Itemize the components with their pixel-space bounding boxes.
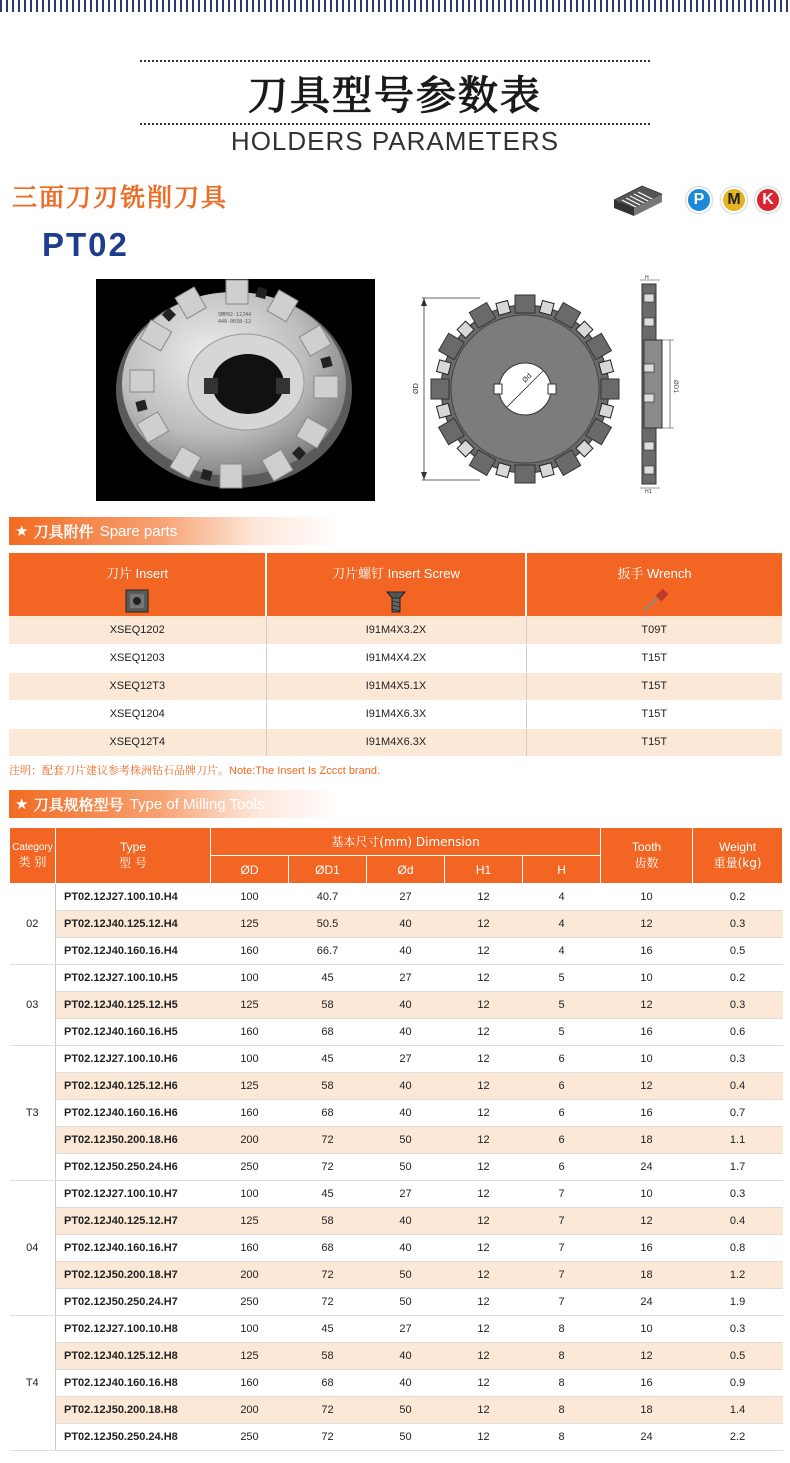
od-cell: 100 — [211, 1046, 289, 1073]
material-badge-p: P — [686, 187, 712, 213]
d-cell: 27 — [367, 1046, 445, 1073]
h1-cell: 12 — [445, 1397, 523, 1424]
h-cell: 5 — [523, 1019, 601, 1046]
od-cell: 160 — [211, 1100, 289, 1127]
h-cell: 8 — [523, 1316, 601, 1343]
technical-drawing-front — [410, 284, 635, 494]
od-cell: 250 — [211, 1154, 289, 1181]
h1-cell: 12 — [445, 1019, 523, 1046]
tooth-cell: 24 — [601, 1289, 693, 1316]
d-cell: 40 — [367, 1370, 445, 1397]
wrench-model-cell: T15T — [526, 672, 782, 700]
spare-parts-header-row — [9, 553, 782, 616]
d-cell: 50 — [367, 1262, 445, 1289]
wrench-model-cell: T15T — [526, 700, 782, 728]
tooth-cell: 16 — [601, 1019, 693, 1046]
weight-cell: 0.3 — [693, 1046, 783, 1073]
tool-row — [10, 1289, 783, 1316]
tool-row — [10, 1127, 783, 1154]
tooth-cell: 24 — [601, 1424, 693, 1451]
model-cell: PT02.12J40.160.16.H4 — [56, 938, 211, 965]
tool-row — [10, 1343, 783, 1370]
title-divider-top — [140, 60, 650, 62]
spare-parts-heading: ★ 刀具附件 Spare parts — [9, 517, 339, 545]
tooth-cell: 10 — [601, 1046, 693, 1073]
tool-row — [10, 1019, 783, 1046]
screw-model-cell: I91M4X6.3X — [266, 700, 526, 728]
tool-row — [10, 992, 783, 1019]
weight-cell: 1.1 — [693, 1127, 783, 1154]
model-cell: PT02.12J27.100.10.H6 — [56, 1046, 211, 1073]
tooth-cell: 18 — [601, 1262, 693, 1289]
h-cell: 6 — [523, 1046, 601, 1073]
weight-cell: 1.7 — [693, 1154, 783, 1181]
model-cell: PT02.12J40.160.16.H5 — [56, 1019, 211, 1046]
od1-cell: 72 — [289, 1154, 367, 1181]
h1-cell: 12 — [445, 1046, 523, 1073]
h-cell: 6 — [523, 1154, 601, 1181]
h-cell: 5 — [523, 992, 601, 1019]
screw-icon — [383, 588, 409, 614]
types-header-row-1 — [10, 828, 783, 856]
tooth-cell: 16 — [601, 1100, 693, 1127]
od1-cell: 58 — [289, 1208, 367, 1235]
d-cell: 40 — [367, 1100, 445, 1127]
model-cell: PT02.12J50.250.24.H6 — [56, 1154, 211, 1181]
spare-parts-table — [9, 553, 782, 757]
d-cell: 40 — [367, 1208, 445, 1235]
od1-cell: 45 — [289, 1046, 367, 1073]
category-cell: T4 — [10, 1316, 56, 1451]
spare-col-wrench: 扳手 Wrench — [526, 553, 782, 616]
tooth-cell: 10 — [601, 1316, 693, 1343]
star-icon: ★ — [15, 795, 34, 813]
h1-cell: 12 — [445, 1154, 523, 1181]
h-cell: 7 — [523, 1289, 601, 1316]
weight-cell: 0.2 — [693, 884, 783, 911]
weight-cell: 0.3 — [693, 911, 783, 938]
od-cell: 100 — [211, 884, 289, 911]
h-cell: 6 — [523, 1127, 601, 1154]
h-cell: 4 — [523, 884, 601, 911]
od1-cell: 50.5 — [289, 911, 367, 938]
weight-cell: 0.7 — [693, 1100, 783, 1127]
tooth-cell: 18 — [601, 1127, 693, 1154]
od-cell: 125 — [211, 992, 289, 1019]
h1-cell: 12 — [445, 992, 523, 1019]
h1-cell: 12 — [445, 1343, 523, 1370]
header-dim-od1: ØD1 — [289, 856, 367, 884]
tool-row — [10, 1073, 783, 1100]
tooth-cell: 12 — [601, 911, 693, 938]
tool-row — [10, 1397, 783, 1424]
tooth-cell: 12 — [601, 1208, 693, 1235]
weight-cell: 0.4 — [693, 1073, 783, 1100]
tooth-cell: 16 — [601, 1235, 693, 1262]
h-cell: 5 — [523, 965, 601, 992]
h1-cell: 12 — [445, 1316, 523, 1343]
od-cell: 200 — [211, 1262, 289, 1289]
d-cell: 50 — [367, 1289, 445, 1316]
od1-cell: 58 — [289, 1073, 367, 1100]
wrench-icon — [640, 588, 670, 614]
tooth-cell: 12 — [601, 1073, 693, 1100]
h1-cell: 12 — [445, 1127, 523, 1154]
d-cell: 27 — [367, 1316, 445, 1343]
h1-cell: 12 — [445, 1262, 523, 1289]
top-decoration — [0, 0, 790, 12]
od1-cell: 45 — [289, 1316, 367, 1343]
drawing-label-h-top: H — [645, 275, 649, 281]
insert-model-cell: XSEQ1204 — [9, 700, 266, 728]
model-cell: PT02.12J40.125.12.H7 — [56, 1208, 211, 1235]
d-cell: 40 — [367, 1073, 445, 1100]
d-cell: 27 — [367, 965, 445, 992]
star-icon: ★ — [15, 522, 34, 540]
tool-row — [10, 884, 783, 911]
h-cell: 4 — [523, 911, 601, 938]
weight-cell: 0.5 — [693, 1343, 783, 1370]
screw-model-cell: I91M4X6.3X — [266, 728, 526, 756]
od-cell: 250 — [211, 1289, 289, 1316]
od1-cell: 45 — [289, 965, 367, 992]
od-cell: 125 — [211, 1073, 289, 1100]
tool-row — [10, 1370, 783, 1397]
weight-cell: 0.3 — [693, 1316, 783, 1343]
wrench-model-cell: T15T — [526, 728, 782, 756]
h-cell: 8 — [523, 1343, 601, 1370]
od1-cell: 45 — [289, 1181, 367, 1208]
weight-cell: 0.3 — [693, 992, 783, 1019]
d-cell: 50 — [367, 1154, 445, 1181]
h1-cell: 12 — [445, 1424, 523, 1451]
od-cell: 100 — [211, 1316, 289, 1343]
tool-row — [10, 1424, 783, 1451]
material-badge-m: M — [721, 187, 747, 213]
h-cell: 6 — [523, 1100, 601, 1127]
tooth-cell: 24 — [601, 1154, 693, 1181]
category-cell: 03 — [10, 965, 56, 1046]
tooth-cell: 16 — [601, 938, 693, 965]
model-cell: PT02.12J40.125.12.H5 — [56, 992, 211, 1019]
photo-engraving-2: 440-0038-12 — [218, 319, 252, 325]
insert-model-cell: XSEQ12T3 — [9, 672, 266, 700]
model-cell: PT02.12J27.100.10.H5 — [56, 965, 211, 992]
h1-cell: 12 — [445, 965, 523, 992]
model-cell: PT02.12J27.100.10.H7 — [56, 1181, 211, 1208]
model-cell: PT02.12J50.250.24.H7 — [56, 1289, 211, 1316]
d-cell: 40 — [367, 1343, 445, 1370]
od1-cell: 68 — [289, 1019, 367, 1046]
od-cell: 100 — [211, 965, 289, 992]
drawing-label-inner-d: Ød — [520, 371, 534, 385]
milling-tools-table — [9, 827, 783, 1451]
page-title: 刀具型号参数表 — [248, 73, 542, 119]
d-cell: 27 — [367, 884, 445, 911]
product-model: PT02 — [42, 226, 129, 263]
insert-model-cell: XSEQ12T4 — [9, 728, 266, 756]
tool-row — [10, 1316, 783, 1343]
spare-col-screw: 刀片螺钉 Insert Screw — [266, 553, 526, 616]
weight-cell: 0.3 — [693, 1181, 783, 1208]
h1-cell: 12 — [445, 1073, 523, 1100]
h-cell: 6 — [523, 1073, 601, 1100]
tooth-cell: 12 — [601, 1343, 693, 1370]
od-cell: 160 — [211, 938, 289, 965]
model-cell: PT02.12J40.160.16.H8 — [56, 1370, 211, 1397]
weight-cell: 0.8 — [693, 1235, 783, 1262]
model-cell: PT02.12J27.100.10.H8 — [56, 1316, 211, 1343]
od1-cell: 72 — [289, 1127, 367, 1154]
header-weight: Weight 重量(kg) — [693, 828, 783, 884]
header-dimension: 基本尺寸(mm) Dimension — [211, 828, 601, 856]
od-cell: 250 — [211, 1424, 289, 1451]
header-dim-h1: H1 — [445, 856, 523, 884]
od1-cell: 72 — [289, 1424, 367, 1451]
h-cell: 8 — [523, 1370, 601, 1397]
category-cell: T3 — [10, 1046, 56, 1181]
tooth-cell: 10 — [601, 965, 693, 992]
d-cell: 40 — [367, 911, 445, 938]
h1-cell: 12 — [445, 911, 523, 938]
product-category: 三面刀刃铣削刀具 — [12, 183, 229, 212]
screw-model-cell: I91M4X5.1X — [266, 672, 526, 700]
model-cell: PT02.12J40.125.12.H4 — [56, 911, 211, 938]
model-cell: PT02.12J40.160.16.H7 — [56, 1235, 211, 1262]
wrench-model-cell: T09T — [526, 616, 782, 644]
header-dim-od: ØD — [211, 856, 289, 884]
weight-cell: 0.4 — [693, 1208, 783, 1235]
h1-cell: 12 — [445, 884, 523, 911]
header-dim-d: Ød — [367, 856, 445, 884]
h-cell: 7 — [523, 1235, 601, 1262]
tool-row — [10, 938, 783, 965]
tooth-cell: 12 — [601, 992, 693, 1019]
tool-row — [10, 1046, 783, 1073]
od1-cell: 68 — [289, 1235, 367, 1262]
d-cell: 27 — [367, 1181, 445, 1208]
od1-cell: 68 — [289, 1370, 367, 1397]
photo-engraving-1: SMP02-12J44 — [218, 312, 252, 318]
weight-cell: 0.5 — [693, 938, 783, 965]
weight-cell: 1.9 — [693, 1289, 783, 1316]
h1-cell: 12 — [445, 1208, 523, 1235]
tool-row — [10, 911, 783, 938]
header-type: Type 型 号 — [56, 828, 211, 884]
od1-cell: 40.7 — [289, 884, 367, 911]
d-cell: 40 — [367, 1235, 445, 1262]
model-cell: PT02.12J40.125.12.H8 — [56, 1343, 211, 1370]
spare-parts-row — [9, 644, 782, 672]
od-cell: 125 — [211, 1343, 289, 1370]
tooth-cell: 10 — [601, 884, 693, 911]
tool-row — [10, 1262, 783, 1289]
tool-row — [10, 1181, 783, 1208]
spare-col-insert: 刀片 Insert — [9, 553, 266, 616]
od1-cell: 58 — [289, 992, 367, 1019]
od-cell: 125 — [211, 911, 289, 938]
d-cell: 50 — [367, 1127, 445, 1154]
h1-cell: 12 — [445, 1289, 523, 1316]
od-cell: 125 — [211, 1208, 289, 1235]
d-cell: 40 — [367, 938, 445, 965]
od1-cell: 58 — [289, 1343, 367, 1370]
drawing-label-outer-d: ØD — [412, 383, 420, 394]
d-cell: 50 — [367, 1397, 445, 1424]
d-cell: 50 — [367, 1424, 445, 1451]
tooth-cell: 18 — [601, 1397, 693, 1424]
od-cell: 160 — [211, 1235, 289, 1262]
spare-parts-row — [9, 728, 782, 756]
od1-cell: 72 — [289, 1397, 367, 1424]
product-photo — [96, 279, 375, 501]
model-cell: PT02.12J50.200.18.H8 — [56, 1397, 211, 1424]
technical-drawing-side — [630, 274, 700, 494]
model-cell: PT02.12J50.200.18.H7 — [56, 1262, 211, 1289]
d-cell: 40 — [367, 992, 445, 1019]
od1-cell: 72 — [289, 1262, 367, 1289]
h-cell: 7 — [523, 1262, 601, 1289]
drawing-label-h1: H1 — [645, 489, 652, 494]
h1-cell: 12 — [445, 1181, 523, 1208]
category-cell: 04 — [10, 1181, 56, 1316]
h-cell: 8 — [523, 1397, 601, 1424]
od-cell: 200 — [211, 1127, 289, 1154]
page-subtitle: HOLDERS PARAMETERS — [230, 126, 560, 156]
h-cell: 7 — [523, 1181, 601, 1208]
title-divider-bottom — [140, 123, 650, 125]
header-tooth: Tooth 齿数 — [601, 828, 693, 884]
tool-row — [10, 1235, 783, 1262]
spare-parts-row — [9, 700, 782, 728]
material-badge-k: K — [755, 187, 781, 213]
workpiece-stack-icon — [612, 180, 664, 218]
model-cell: PT02.12J50.250.24.H8 — [56, 1424, 211, 1451]
header-category: Category 类 别 — [10, 828, 56, 884]
header-dim-h: H — [523, 856, 601, 884]
tool-row — [10, 1100, 783, 1127]
h-cell: 4 — [523, 938, 601, 965]
model-cell: PT02.12J40.125.12.H6 — [56, 1073, 211, 1100]
h1-cell: 12 — [445, 938, 523, 965]
spare-parts-row — [9, 672, 782, 700]
od-cell: 160 — [211, 1019, 289, 1046]
screw-model-cell: I91M4X3.2X — [266, 616, 526, 644]
d-cell: 40 — [367, 1019, 445, 1046]
category-cell: 02 — [10, 884, 56, 965]
weight-cell: 2.2 — [693, 1424, 783, 1451]
h-cell: 8 — [523, 1424, 601, 1451]
screw-model-cell: I91M4X4.2X — [266, 644, 526, 672]
od1-cell: 68 — [289, 1100, 367, 1127]
weight-cell: 1.4 — [693, 1397, 783, 1424]
weight-cell: 0.2 — [693, 965, 783, 992]
insert-note: 注明：配套刀片建议参考株洲钻石品牌刀片。Note:The Insert Is Zccct brand. — [9, 764, 381, 777]
tool-row — [10, 965, 783, 992]
insert-icon — [124, 588, 150, 614]
h1-cell: 12 — [445, 1370, 523, 1397]
wrench-model-cell: T15T — [526, 644, 782, 672]
spare-parts-row — [9, 616, 782, 644]
weight-cell: 0.9 — [693, 1370, 783, 1397]
drawing-label-d1: ØD1 — [672, 380, 679, 394]
model-cell: PT02.12J27.100.10.H4 — [56, 884, 211, 911]
h-cell: 7 — [523, 1208, 601, 1235]
weight-cell: 0.6 — [693, 1019, 783, 1046]
tool-row — [10, 1154, 783, 1181]
model-cell: PT02.12J50.200.18.H6 — [56, 1127, 211, 1154]
insert-model-cell: XSEQ1203 — [9, 644, 266, 672]
tool-row — [10, 1208, 783, 1235]
od-cell: 160 — [211, 1370, 289, 1397]
h1-cell: 12 — [445, 1235, 523, 1262]
insert-model-cell: XSEQ1202 — [9, 616, 266, 644]
h1-cell: 12 — [445, 1100, 523, 1127]
od-cell: 100 — [211, 1181, 289, 1208]
tooth-cell: 10 — [601, 1181, 693, 1208]
od-cell: 200 — [211, 1397, 289, 1424]
od1-cell: 66.7 — [289, 938, 367, 965]
od1-cell: 72 — [289, 1289, 367, 1316]
milling-tools-heading: ★ 刀具规格型号 Type of Milling Tools — [9, 790, 339, 818]
tooth-cell: 16 — [601, 1370, 693, 1397]
model-cell: PT02.12J40.160.16.H6 — [56, 1100, 211, 1127]
weight-cell: 1.2 — [693, 1262, 783, 1289]
